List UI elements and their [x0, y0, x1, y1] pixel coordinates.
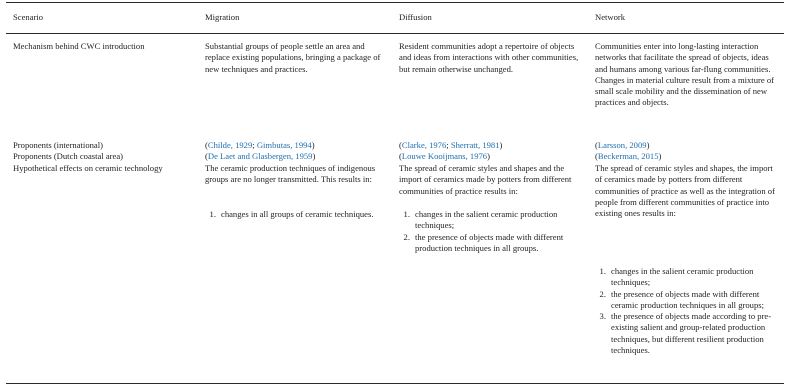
cell-proponents-dutch-diffusion — [399, 151, 581, 162]
paren: ( — [205, 140, 208, 150]
paren: ( — [399, 151, 402, 161]
header-rule — [6, 33, 784, 34]
list-item: 2. the presence of objects made with different ceramic production techniques in all groups; — [599, 288, 764, 310]
citation-link[interactable]: Louwe Kooijmans, 1976 — [401, 151, 488, 161]
paren: ) — [312, 151, 316, 161]
cell-proponents-int-migration — [205, 140, 385, 151]
cell-proponents-dutch-migration — [205, 151, 385, 162]
cell-mechanism-network: Communities enter into long-lasting interaction networks that facilitate the spread of objects, ideas and humans among various far-flung communities. Changes in material culture result from a mixture of small scale mobility and the dissemination of new practices and objects. — [595, 41, 774, 108]
citation-link[interactable]: Beckerman, 2015 — [597, 151, 659, 161]
paren: ( — [595, 140, 598, 150]
cell-proponents-int-diffusion — [399, 140, 581, 151]
separator: ; — [252, 140, 257, 150]
citation-link[interactable]: De Laet and Glasbergen, 1959 — [207, 151, 313, 161]
row-label-proponents-international: Proponents (international) — [13, 140, 103, 150]
citation-link[interactable]: Gimbutas, 1994 — [256, 140, 312, 150]
paren: ( — [595, 151, 598, 161]
list-item-text: changes in all groups of ceramic techniques. — [221, 209, 374, 219]
row-label-effects: Hypothetical effects on ceramic technology — [13, 163, 163, 173]
paren: ) — [311, 140, 315, 150]
list-effects-network — [595, 266, 781, 356]
header-migration: Migration — [205, 12, 240, 22]
list-item-text: the presence of objects made with different production techniques in all groups. — [415, 231, 564, 253]
header-scenario: Scenario — [13, 12, 44, 22]
citation-link[interactable]: Sherratt, 1981 — [450, 140, 500, 150]
separator: ; — [446, 140, 451, 150]
header-network: Network — [595, 12, 626, 22]
list-item-text: the presence of objects made according to pre-existing salient and group-related production techniques, but different resilient production techniques. — [611, 311, 772, 356]
citation-link[interactable]: Clarke, 1976 — [401, 140, 447, 150]
citation-link[interactable]: Larsson, 2009 — [597, 140, 647, 150]
cell-effects-network-intro: The spread of ceramic styles and shapes, the import of ceramics made by potters from different communities of practice as well as the integration of people from different communities of practice into existing ones results in: — [595, 163, 775, 219]
list-item: 3. the presence of objects made according to pre-existing salient and group-related production techniques, but different resilient production techniques. — [599, 311, 772, 356]
list-item: 1. changes in all groups of ceramic techniques. — [209, 209, 374, 219]
list-item-text: changes in the salient ceramic production techniques; — [415, 209, 558, 231]
row-label-proponents-dutch: Proponents (Dutch coastal area) — [13, 151, 124, 161]
list-effects-diffusion — [399, 209, 581, 254]
table-bottom-rule — [6, 383, 784, 384]
cell-mechanism-diffusion: Resident communities adopt a repertoire of objects and ideas from interactions with other communities, but remain otherwise unchanged. — [399, 41, 579, 74]
paren: ) — [499, 140, 503, 150]
paren: ) — [658, 151, 662, 161]
cell-mechanism-migration: Substantial groups of people settle an area and replace existing populations, bringing a package of new techniques and practices. — [205, 41, 381, 74]
table-top-rule — [6, 2, 784, 3]
list-item: 1. changes in the salient ceramic production techniques; — [403, 209, 558, 231]
list-item-text: changes in the salient ceramic production techniques; — [611, 266, 754, 288]
list-item: 1. changes in the salient ceramic production techniques; — [599, 266, 754, 288]
header-diffusion: Diffusion — [399, 12, 432, 22]
paren: ) — [646, 140, 650, 150]
list-effects-migration — [205, 209, 385, 220]
paren: ( — [205, 151, 208, 161]
citation-link[interactable]: Childe, 1929 — [207, 140, 253, 150]
paren: ) — [487, 151, 490, 161]
cell-proponents-int-network — [595, 140, 781, 151]
row-label-mechanism: Mechanism behind CWC introduction — [13, 41, 145, 51]
cell-proponents-dutch-network — [595, 151, 781, 162]
list-item-text: the presence of objects made with different ceramic production techniques in all groups; — [611, 288, 764, 310]
cell-effects-migration-intro: The ceramic production techniques of indigenous groups are no longer transmitted. This results in: — [205, 163, 376, 185]
list-item: 2. the presence of objects made with different production techniques in all groups. — [403, 231, 564, 253]
paren: ( — [399, 140, 402, 150]
cell-effects-diffusion-intro: The spread of ceramic styles and shapes and the import of ceramics made by potters from different communities of practice results in: — [399, 163, 572, 196]
